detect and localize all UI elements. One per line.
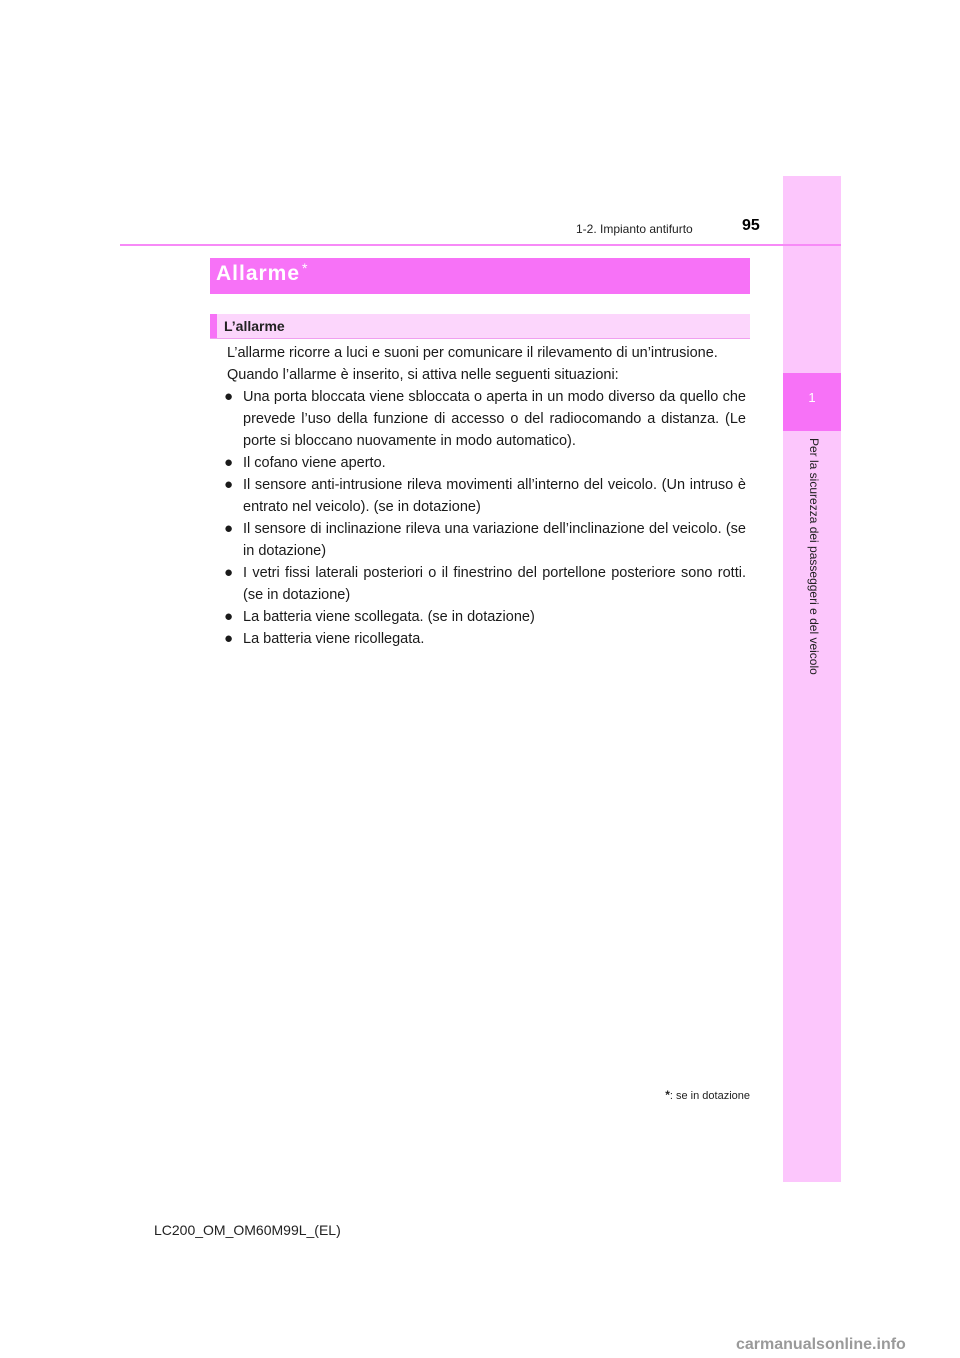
list-item-text: Il cofano viene aperto. [243, 455, 386, 471]
subsection-accent [210, 314, 217, 338]
intro-line-2: Quando l’allarme è inserito, si attiva nelle seguenti situazioni: [227, 367, 619, 383]
list-item-text: La batteria viene scollegata. (se in dotazione) [243, 609, 535, 625]
section-label: 1-2. Impianto antifurto [576, 222, 693, 236]
subsection-bar [210, 314, 750, 339]
list-item-text: Una porta bloccata viene sbloccata o aperta in un modo diverso da quello che prevede l’uso della funzione di accesso o del radiocomando a distanza. (Le porte si bloccano nuovamente in modo automatico). [243, 389, 746, 449]
title-bar [210, 258, 750, 294]
body-content [224, 342, 746, 650]
list-item [224, 628, 746, 650]
footnote [654, 1088, 750, 1102]
list-item [224, 562, 746, 606]
asterisk-marker-icon: * [302, 260, 309, 276]
page-number: 95 [742, 217, 760, 234]
list-item-text: Il sensore di inclinazione rileva una variazione dell’inclinazione del veicolo. (se in dotazione) [243, 521, 746, 559]
list-item-text: La batteria viene ricollegata. [243, 631, 425, 647]
bullet-icon: ● [224, 608, 234, 625]
list-item [224, 452, 746, 474]
intro-line-1: L’allarme ricorre a luci e suoni per comunicare il rilevamento di un’intrusione. [227, 345, 718, 361]
chapter-title: Per la sicurezza dei passeggeri e del veicolo [807, 438, 821, 675]
page-title-text: Allarme [216, 262, 301, 285]
list-item-text: Il sensore anti-intrusione rileva movimenti all’interno del veicolo. (Un intruso è entrato nel veicolo). (se in dotazione) [243, 477, 746, 515]
bullet-icon: ● [224, 388, 234, 405]
list-item [224, 386, 746, 452]
condition-list [224, 386, 746, 650]
subsection-title: L’allarme [224, 318, 285, 334]
header-divider [120, 244, 841, 246]
page-title [216, 262, 309, 286]
bullet-icon: ● [224, 476, 234, 493]
chapter-number: 1 [808, 390, 816, 405]
bullet-icon: ● [224, 630, 234, 647]
list-item [224, 518, 746, 562]
list-item [224, 606, 746, 628]
document-code: LC200_OM_OM60M99L_(EL) [154, 1222, 341, 1238]
footnote-text: : se in dotazione [669, 1090, 750, 1102]
bullet-icon: ● [224, 454, 234, 471]
list-item [224, 474, 746, 518]
bullet-icon: ● [224, 564, 234, 581]
list-item-text: I vetri fissi laterali posteriori o il finestrino del portellone posteriore sono rotti. (se in dotazione) [243, 565, 746, 603]
watermark: carmanualsonline.info [736, 1336, 906, 1353]
bullet-icon: ● [224, 520, 234, 537]
asterisk-footnote-icon: * [665, 1088, 670, 1102]
